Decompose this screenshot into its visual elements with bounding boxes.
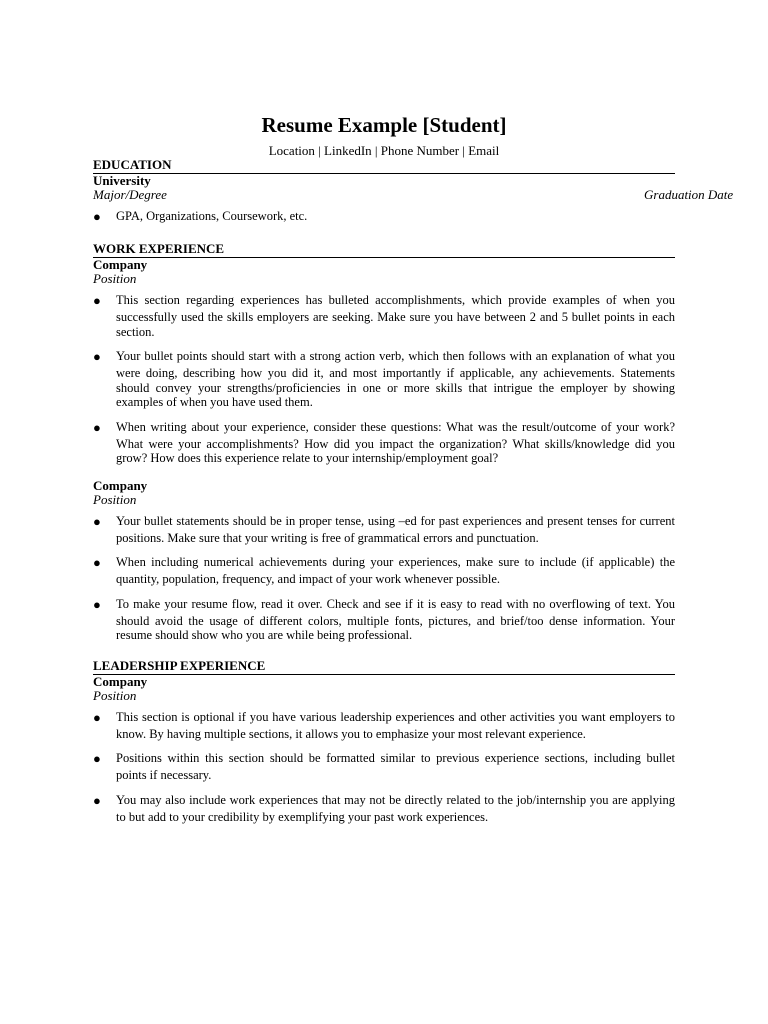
- work-experience-heading: WORK EXPERIENCE: [93, 242, 675, 258]
- contact-line: Location | LinkedIn | Phone Number | Email: [268, 143, 500, 158]
- graduation-date: Graduation Date: [644, 187, 734, 202]
- bullet-icon: ●: [93, 555, 101, 570]
- leadership-experience-heading: LEADERSHIP EXPERIENCE: [93, 659, 675, 675]
- company-name: Company: [93, 257, 148, 272]
- resume-title: Resume Example [Student]: [261, 113, 507, 137]
- leadership-bullets: [93, 708, 675, 825]
- list-item: ● Positions within this section should be formatted similar to previous experience sections, including bullet points if necessary.: [93, 751, 675, 782]
- bullet-icon: ●: [93, 792, 101, 808]
- company-name: Company: [93, 477, 148, 493]
- list-item: ● When including numerical achievements during your experiences, make sure to include (if applicable) the quantity, population, frequency, and impact of your work whenever possible.: [93, 555, 675, 586]
- position-title: Position: [93, 687, 137, 703]
- education-bullets: [93, 207, 675, 226]
- list-item: ● Your bullet points should start with a strong action verb, which then follows with an explanation of what you were doing, describing how you did it, and most importantly if applicable, any achievements. Statements should convey your strengths/proficiencies in one or more skills that intrigue the employer by showing examples of when you have used them.: [93, 349, 675, 409]
- bullet-icon: ●: [93, 293, 101, 308]
- company-name: Company: [93, 673, 148, 689]
- list-item: ● When writing about your experience, consider these questions: What was the result/outcome of your work? What were your accomplishments? How did you impact the organization? What skills/knowledge did you grow? How does this experience relate to your internship/employment goal?: [93, 419, 675, 465]
- bullet-icon: ●: [93, 419, 101, 435]
- work-1-bullets: [93, 291, 675, 466]
- bullet-icon: ●: [93, 209, 101, 224]
- education-heading: EDUCATION: [93, 158, 675, 174]
- position-title: Position: [93, 491, 137, 507]
- bullet-icon: ●: [93, 349, 101, 364]
- school-name: University: [93, 173, 151, 188]
- list-item: ● This section is optional if you have various leadership experiences and other activities you want employers to know. By having multiple sections, it allows you to emphasize your most relevant experience.: [93, 709, 675, 741]
- degree-row: [93, 187, 734, 202]
- bullet-icon: ●: [93, 596, 101, 612]
- degree-name: Major/Degree: [93, 187, 167, 202]
- work-2-bullets: [93, 512, 675, 643]
- bullet-icon: ●: [93, 751, 101, 766]
- list-item: ● You may also include work experiences that may not be directly related to the job/internship you are applying to but add to your credibility by exemplifying your past work experiences.: [93, 792, 675, 824]
- list-item: ● This section regarding experiences has bulleted accomplishments, which provide examples of when you successfully used the skills employers are seeking. Make sure you have between 2 and 5 bullet points in each section.: [93, 293, 675, 339]
- bullet-icon: ●: [93, 709, 101, 725]
- bullet-icon: ●: [93, 513, 101, 529]
- list-item: ● GPA, Organizations, Coursework, etc.: [93, 209, 308, 224]
- list-item: ● Your bullet statements should be in proper tense, using –ed for past experiences and present tenses for current positions. Make sure that your writing is free of grammatical errors and punctuation.: [93, 513, 675, 545]
- position-title: Position: [93, 271, 137, 286]
- list-item: ● To make your resume flow, read it over. Check and see if it is easy to read with no overflowing of text. You should avoid the usage of different colors, multiple fonts, pictures, and brief/too dense information. Your resume should show who you are while being professional.: [93, 596, 675, 642]
- resume-body: [93, 157, 734, 832]
